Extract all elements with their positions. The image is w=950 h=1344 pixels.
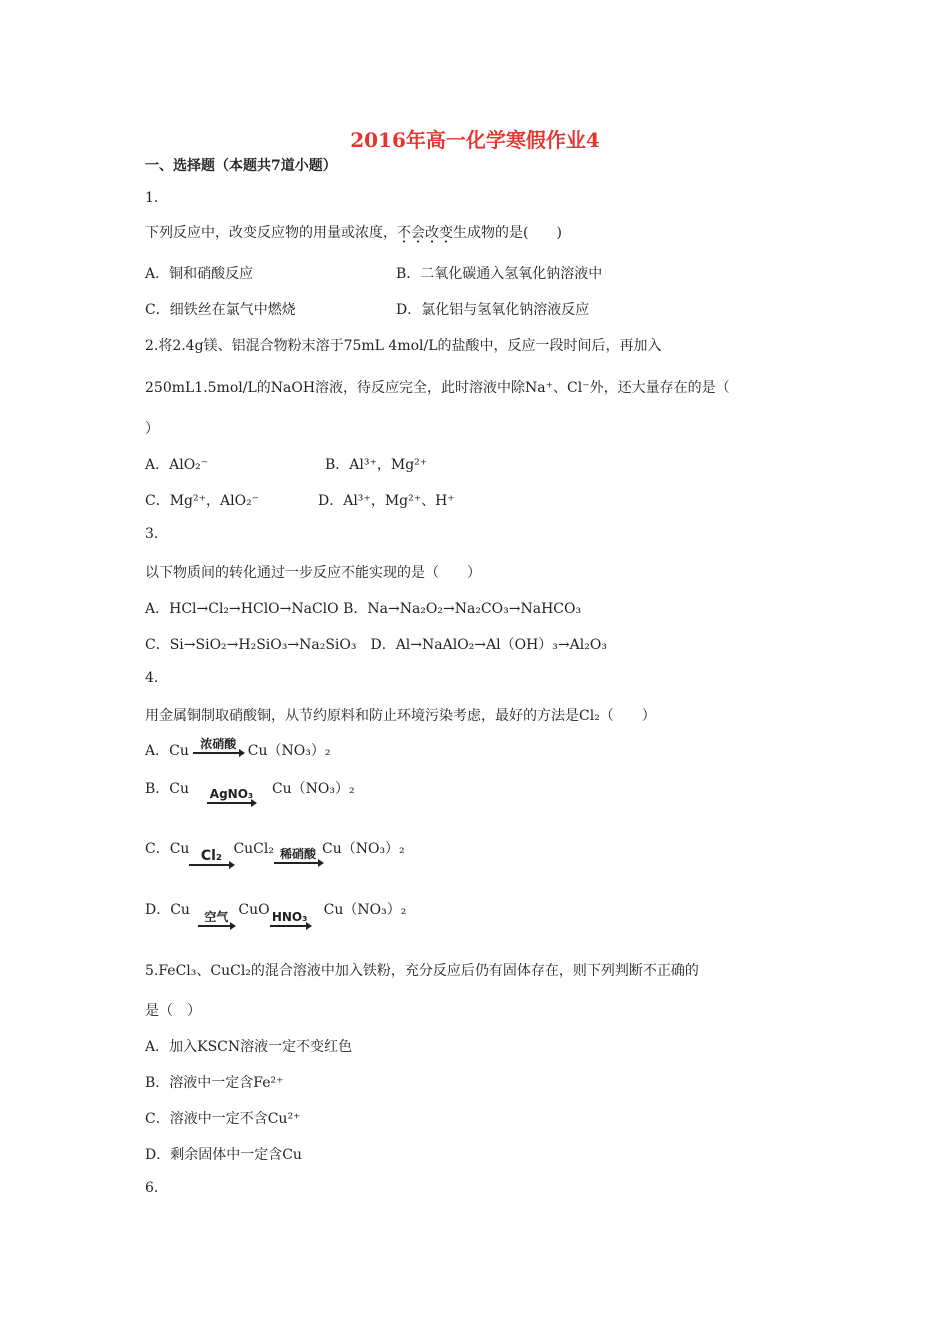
q3-options-cd: C．Si→SiO₂→H₂SiO₃→Na₂SiO₃ D．Al→NaAlO₂→Al（OH）₃→Al₂O₃: [145, 637, 607, 653]
q4-a-reaction-arrow: [193, 737, 243, 754]
q1-stem-b: 生成物的是( ): [453, 225, 562, 241]
q4-option-b: [145, 778, 355, 801]
q1-option-a: A．铜和硝酸反应: [145, 266, 254, 282]
q1-stem-dot-2: 改: [425, 225, 439, 241]
q5-option-b: B．溶液中一定含Fe²⁺: [145, 1075, 284, 1091]
q4-c-pre: C．Cu: [145, 841, 190, 857]
q2-line2: 250mL1.5mol/L的NaOH溶液，待反应完全，此时溶液中除Na⁺、Cl⁻外，还大量存在的是（: [145, 380, 730, 396]
q4-b-post: Cu（NO₃）₂: [271, 781, 355, 797]
q4-number: 4.: [145, 670, 159, 686]
q3-options-ab: A．HCl→Cl₂→HClO→NaClO B．Na→Na₂O₂→Na₂CO₃→NaHCO₃: [145, 601, 582, 617]
q1-stem-dot-1: 会: [411, 225, 425, 241]
q1-option-b: B．二氧化碳通入氢氧化钠溶液中: [396, 266, 603, 282]
q4-option-c: [145, 838, 405, 864]
q4-d-reagent-1: 空气: [204, 909, 229, 924]
q2-line1: 2.将2.4g镁、铝混合物粉末溶于75mL 4mol/L的盐酸中，反应一段时间后，再加入: [145, 338, 662, 354]
q1-option-d: D．氯化铝与氢氧化钠溶液反应: [396, 302, 590, 318]
q4-d-reaction-arrow-1: [198, 910, 234, 927]
q3-stem: 以下物质间的转化通过一步反应不能实现的是（ ）: [145, 565, 481, 581]
q4-a-post: Cu（NO₃）₂: [247, 743, 331, 759]
q4-c-reaction-arrow-2: [274, 847, 322, 864]
q1-stem-dot-0: 不: [397, 225, 411, 241]
q4-d-mid: CuO: [238, 902, 270, 918]
q4-c-reagent-1: Cl₂: [200, 847, 223, 864]
q4-c-arrow-icon-2: [274, 862, 322, 864]
q5-line1: 5.FeCl₃、CuCl₂的混合溶液中加入铁粉，充分反应后仍有固体存在，则下列判断不正确的: [145, 963, 699, 979]
q2-option-c: C．Mg²⁺，AlO₂⁻: [145, 493, 260, 509]
q5-option-a: A．加入KSCN溶液一定不变红色: [145, 1039, 353, 1055]
q4-stem: 用金属铜制取硝酸铜，从节约原料和防止环境污染考虑，最好的方法是Cl₂（ ）: [145, 708, 656, 724]
q5-option-d: D．剩余固体中一定含Cu: [145, 1147, 302, 1163]
q4-d-reaction-arrow-2: [270, 910, 310, 927]
q4-d-post: Cu（NO₃）₂: [323, 902, 407, 918]
q1-number: 1.: [145, 190, 159, 206]
q4-a-reagent: 浓硝酸: [200, 736, 237, 751]
q4-b-reaction-arrow: [207, 787, 255, 804]
q6-number: 6.: [145, 1180, 159, 1196]
q1-option-c: C．细铁丝在氯气中燃烧: [145, 302, 296, 318]
q5-line2: 是（ ）: [145, 1003, 201, 1019]
q4-d-pre: D．Cu: [145, 902, 190, 918]
q1-stem-dot-3: 变: [439, 225, 453, 241]
q5-option-c: C．溶液中一定不含Cu²⁺: [145, 1111, 301, 1127]
q4-a-pre: A．Cu: [145, 743, 189, 759]
q4-c-mid: CuCl₂: [233, 841, 274, 857]
q4-option-a: [145, 736, 331, 760]
q2-line3: ）: [145, 421, 159, 437]
q4-d-arrow-icon-1: [198, 925, 234, 927]
q2-option-d: D．Al³⁺，Mg²⁺、H⁺: [318, 493, 455, 509]
q4-a-arrow-icon: [193, 752, 243, 754]
page-title: 2016年高一化学寒假作业4: [350, 128, 600, 152]
q4-option-d: [145, 899, 407, 924]
q4-d-reagent-2: HNO₃: [271, 909, 308, 924]
q4-b-pre: B．Cu: [145, 781, 190, 797]
q1-stem: [145, 222, 562, 242]
q4-b-arrow-icon: [207, 802, 255, 804]
q4-c-arrow-icon-1: [189, 864, 233, 866]
section-heading: 一、选择题（本题共7道小题）: [145, 158, 337, 174]
q3-number: 3.: [145, 526, 159, 542]
q4-c-reagent-2: 稀硝酸: [279, 846, 316, 861]
q4-c-post: Cu（NO₃）₂: [321, 841, 405, 857]
q4-c-reaction-arrow-1: [189, 849, 233, 866]
q2-option-a: A．AlO₂⁻: [145, 457, 209, 473]
q2-option-b: B．Al³⁺，Mg²⁺: [325, 457, 428, 473]
q4-d-arrow-icon-2: [270, 925, 310, 927]
q1-stem-a: 下列反应中，改变反应物的用量或浓度，: [145, 225, 397, 241]
q4-b-reagent: AgNO₃: [209, 786, 254, 801]
